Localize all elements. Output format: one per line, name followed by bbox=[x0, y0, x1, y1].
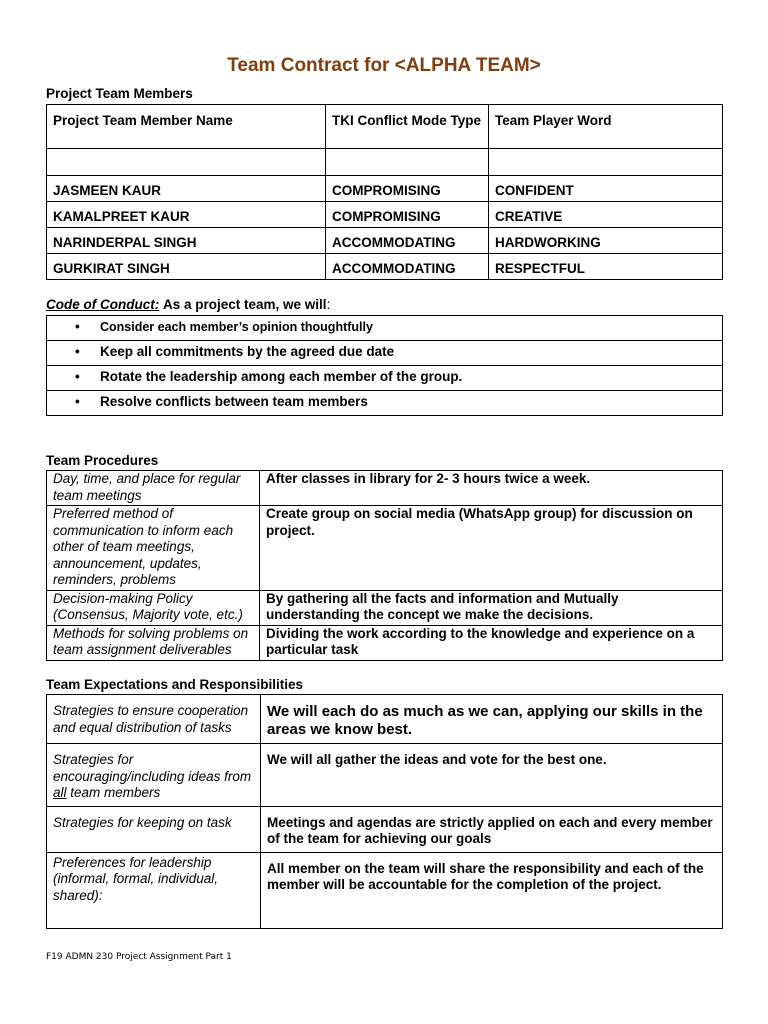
procedures-heading: Team Procedures bbox=[46, 453, 159, 468]
conduct-heading bbox=[46, 297, 330, 312]
table-row bbox=[47, 228, 723, 254]
procedure-label: Methods for solving problems on team assignment deliverables bbox=[47, 625, 260, 660]
member-word: HARDWORKING bbox=[489, 228, 723, 254]
member-name: GURKIRAT SINGH bbox=[47, 254, 326, 280]
member-name: NARINDERPAL SINGH bbox=[47, 228, 326, 254]
expectation-label: Preferences for leadership (informal, formal, individual, shared): bbox=[47, 852, 261, 928]
bullet-icon: • bbox=[75, 394, 80, 409]
expectation-label-post: team members bbox=[66, 785, 161, 800]
member-tki: ACCOMMODATING bbox=[326, 228, 489, 254]
conduct-heading-label: Code of Conduct: bbox=[46, 297, 160, 312]
conduct-row bbox=[47, 366, 723, 391]
members-table bbox=[46, 104, 723, 280]
conduct-item-text: Keep all commitments by the agreed due date bbox=[100, 344, 395, 359]
expectations-heading: Team Expectations and Responsibilities bbox=[46, 677, 304, 692]
header-tki-mode: TKI Conflict Mode Type bbox=[326, 105, 489, 149]
expectation-row bbox=[47, 695, 723, 744]
procedure-label: Preferred method of communication to inform each other of team meetings, announcement, updates, reminders, problems bbox=[47, 506, 260, 591]
header-team-player-word: Team Player Word bbox=[489, 105, 723, 149]
table-row bbox=[47, 254, 723, 280]
conduct-item-text: Rotate the leadership among each member of the group. bbox=[100, 369, 463, 384]
expectation-value: We will each do as much as we can, applying our skills in the areas we know best. bbox=[261, 695, 723, 744]
expectation-value: We will all gather the ideas and vote for the best one. bbox=[261, 744, 723, 807]
table-header-row bbox=[47, 105, 723, 149]
procedure-value: Create group on social media (WhatsApp group) for discussion on project. bbox=[260, 506, 723, 591]
procedure-row bbox=[47, 625, 723, 660]
member-word: CREATIVE bbox=[489, 202, 723, 228]
conduct-item bbox=[47, 316, 723, 341]
table-row-empty bbox=[47, 149, 723, 176]
bullet-icon: • bbox=[75, 319, 80, 334]
members-heading: Project Team Members bbox=[46, 86, 193, 101]
expectations-table bbox=[46, 694, 723, 929]
procedure-value: Dividing the work according to the knowledge and experience on a particular task bbox=[260, 625, 723, 660]
expectation-row bbox=[47, 852, 723, 928]
member-tki: COMPROMISING bbox=[326, 176, 489, 202]
procedure-value: By gathering all the facts and information and Mutually understanding the concept we make the decisions. bbox=[260, 590, 723, 625]
conduct-heading-text: As a project team, we will bbox=[163, 297, 327, 312]
member-name: JASMEEN KAUR bbox=[47, 176, 326, 202]
conduct-row bbox=[47, 341, 723, 366]
expectation-label-pre: Strategies for encouraging/including ideas from bbox=[53, 752, 252, 784]
procedure-row bbox=[47, 590, 723, 625]
member-tki: COMPROMISING bbox=[326, 202, 489, 228]
empty-cell bbox=[47, 149, 326, 176]
bullet-icon: • bbox=[75, 369, 80, 384]
conduct-row bbox=[47, 316, 723, 341]
page-footer: F19 ADMN 230 Project Assignment Part 1 bbox=[46, 952, 232, 962]
expectation-label bbox=[47, 744, 261, 807]
conduct-heading-colon: : bbox=[326, 297, 331, 312]
member-tki: ACCOMMODATING bbox=[326, 254, 489, 280]
procedures-table bbox=[46, 470, 723, 661]
expectation-row bbox=[47, 744, 723, 807]
conduct-item-text: Resolve conflicts between team members bbox=[100, 394, 368, 409]
expectation-label: Strategies to ensure cooperation and equal distribution of tasks bbox=[47, 695, 261, 744]
empty-cell bbox=[326, 149, 489, 176]
conduct-row bbox=[47, 391, 723, 416]
conduct-table bbox=[46, 315, 723, 416]
expectation-value: Meetings and agendas are strictly applied on each and every member of the team for achieving our goals bbox=[261, 806, 723, 852]
page-title: Team Contract for <ALPHA TEAM> bbox=[227, 55, 541, 76]
procedure-row bbox=[47, 471, 723, 506]
empty-cell bbox=[489, 149, 723, 176]
conduct-item bbox=[47, 341, 723, 366]
member-word: RESPECTFUL bbox=[489, 254, 723, 280]
conduct-item-text: Consider each member’s opinion thoughtfully bbox=[100, 320, 373, 334]
expectation-label: Strategies for keeping on task bbox=[47, 806, 261, 852]
conduct-item bbox=[47, 391, 723, 416]
member-word: CONFIDENT bbox=[489, 176, 723, 202]
expectation-label-underlined: all bbox=[53, 785, 67, 800]
bullet-icon: • bbox=[75, 344, 80, 359]
header-member-name: Project Team Member Name bbox=[47, 105, 326, 149]
expectation-row bbox=[47, 806, 723, 852]
table-row bbox=[47, 176, 723, 202]
expectation-value: All member on the team will share the responsibility and each of the member will be accountable for the completion of the project. bbox=[261, 852, 723, 928]
member-name: KAMALPREET KAUR bbox=[47, 202, 326, 228]
conduct-item bbox=[47, 366, 723, 391]
procedure-row bbox=[47, 506, 723, 591]
procedure-label: Day, time, and place for regular team meetings bbox=[47, 471, 260, 506]
table-row bbox=[47, 202, 723, 228]
procedure-label: Decision-making Policy (Consensus, Majority vote, etc.) bbox=[47, 590, 260, 625]
procedure-value: After classes in library for 2- 3 hours twice a week. bbox=[260, 471, 723, 506]
